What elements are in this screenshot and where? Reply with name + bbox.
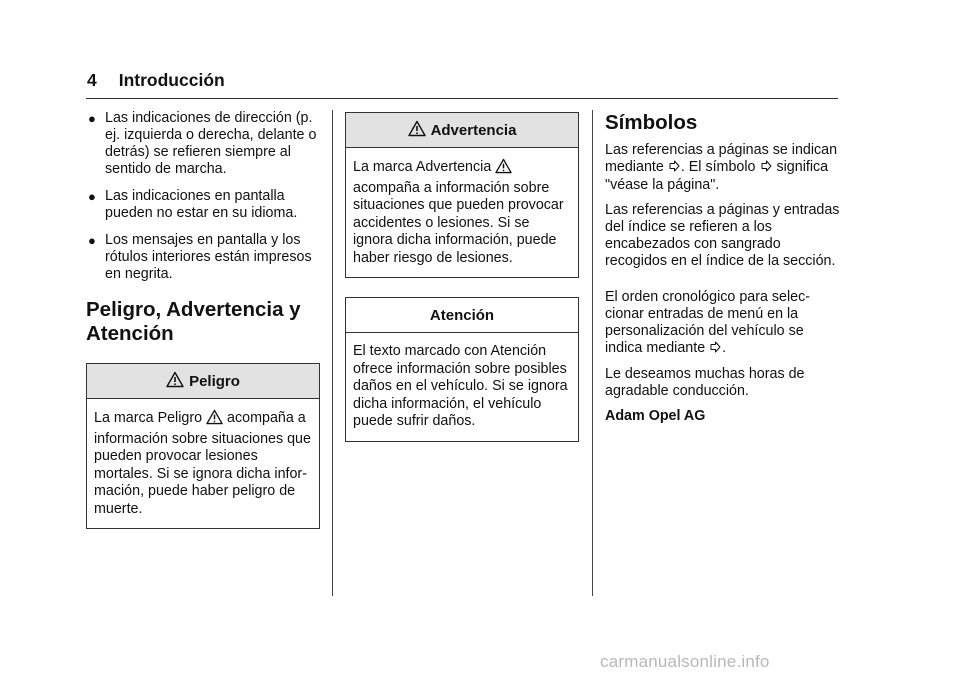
- column-divider-1: [332, 110, 333, 596]
- peligro-box: [86, 363, 320, 529]
- list-item: ● Las indicaciones de dirección (p. ej. izquierda o derecha, delante o detrás) se refieren siempre al sentido de marcha.: [88, 110, 317, 177]
- paragraph: Las referencias a páginas se indican mediante . El símbolo significa "véase la página".: [605, 142, 838, 193]
- bullet-dot: ●: [88, 233, 96, 248]
- signature: Adam Opel AG: [605, 408, 706, 424]
- paragraph: El orden cronológico para selec-cionar entradas de menú en la personalización del vehículo se indica mediante .: [605, 289, 811, 356]
- warning-triangle-icon: [206, 409, 223, 431]
- peligro-box-header: [87, 364, 319, 399]
- column-1: [86, 110, 320, 529]
- page-reference-arrow-icon: [761, 160, 772, 177]
- page-title: Introducción: [118, 70, 225, 90]
- atencion-box-body: El texto marcado con Atención ofrece información sobre posibles daños en el vehículo. Si se ignora dicha información, el vehículo puede sufrir daños.: [353, 343, 568, 429]
- warning-triangle-icon: [166, 371, 184, 392]
- advertencia-box: [345, 112, 579, 278]
- page-reference-arrow-icon: [669, 160, 680, 177]
- bullet-list: [86, 110, 320, 283]
- list-item: ● Las indicaciones en pantalla pueden no estar en su idioma.: [88, 188, 298, 221]
- atencion-box: [345, 297, 579, 442]
- peligro-box-body: La marca Peligro acompaña a información sobre situaciones que pueden provocar lesiones mortales. Si se ignora dicha infor-mación, puede haber peligro de muerte.: [94, 410, 311, 517]
- page-number: 4: [87, 70, 97, 90]
- advertencia-box-header: [346, 113, 578, 148]
- atencion-box-title: Atención: [429, 306, 495, 324]
- column-divider-2: [592, 110, 593, 596]
- paragraph: Las referencias a páginas y entradas del índice se refieren a los encabezados con sangrado recogidos en el índice de la sección.: [605, 202, 840, 269]
- section-heading-peligro: Peligro, Advertencia y Atención: [86, 298, 301, 345]
- paragraph: Le deseamos muchas horas de agradable conducción.: [605, 366, 805, 399]
- section-heading-simbolos: Símbolos: [605, 111, 698, 134]
- list-item: ● Los mensajes en pantalla y los rótulos interiores están impresos en negrita.: [88, 232, 312, 282]
- page-reference-arrow-icon: [710, 341, 721, 358]
- atencion-box-header: [346, 298, 578, 333]
- warning-triangle-icon: [495, 158, 512, 180]
- watermark: carmanualsonline.info: [600, 652, 770, 671]
- advertencia-box-title: Advertencia: [430, 121, 517, 139]
- column-3: [605, 110, 841, 433]
- header-rule: [86, 98, 838, 99]
- bullet-dot: ●: [88, 189, 96, 204]
- peligro-box-title: Peligro: [189, 372, 240, 390]
- column-2: [345, 110, 579, 442]
- advertencia-box-body: La marca Advertencia acompaña a información sobre situaciones que pueden provocar accidentes o lesiones. Si se ignora dicha información, puede haber riesgo de lesiones.: [353, 159, 564, 266]
- warning-triangle-icon: [408, 120, 426, 141]
- bullet-dot: ●: [88, 111, 96, 126]
- page-header: [87, 70, 225, 91]
